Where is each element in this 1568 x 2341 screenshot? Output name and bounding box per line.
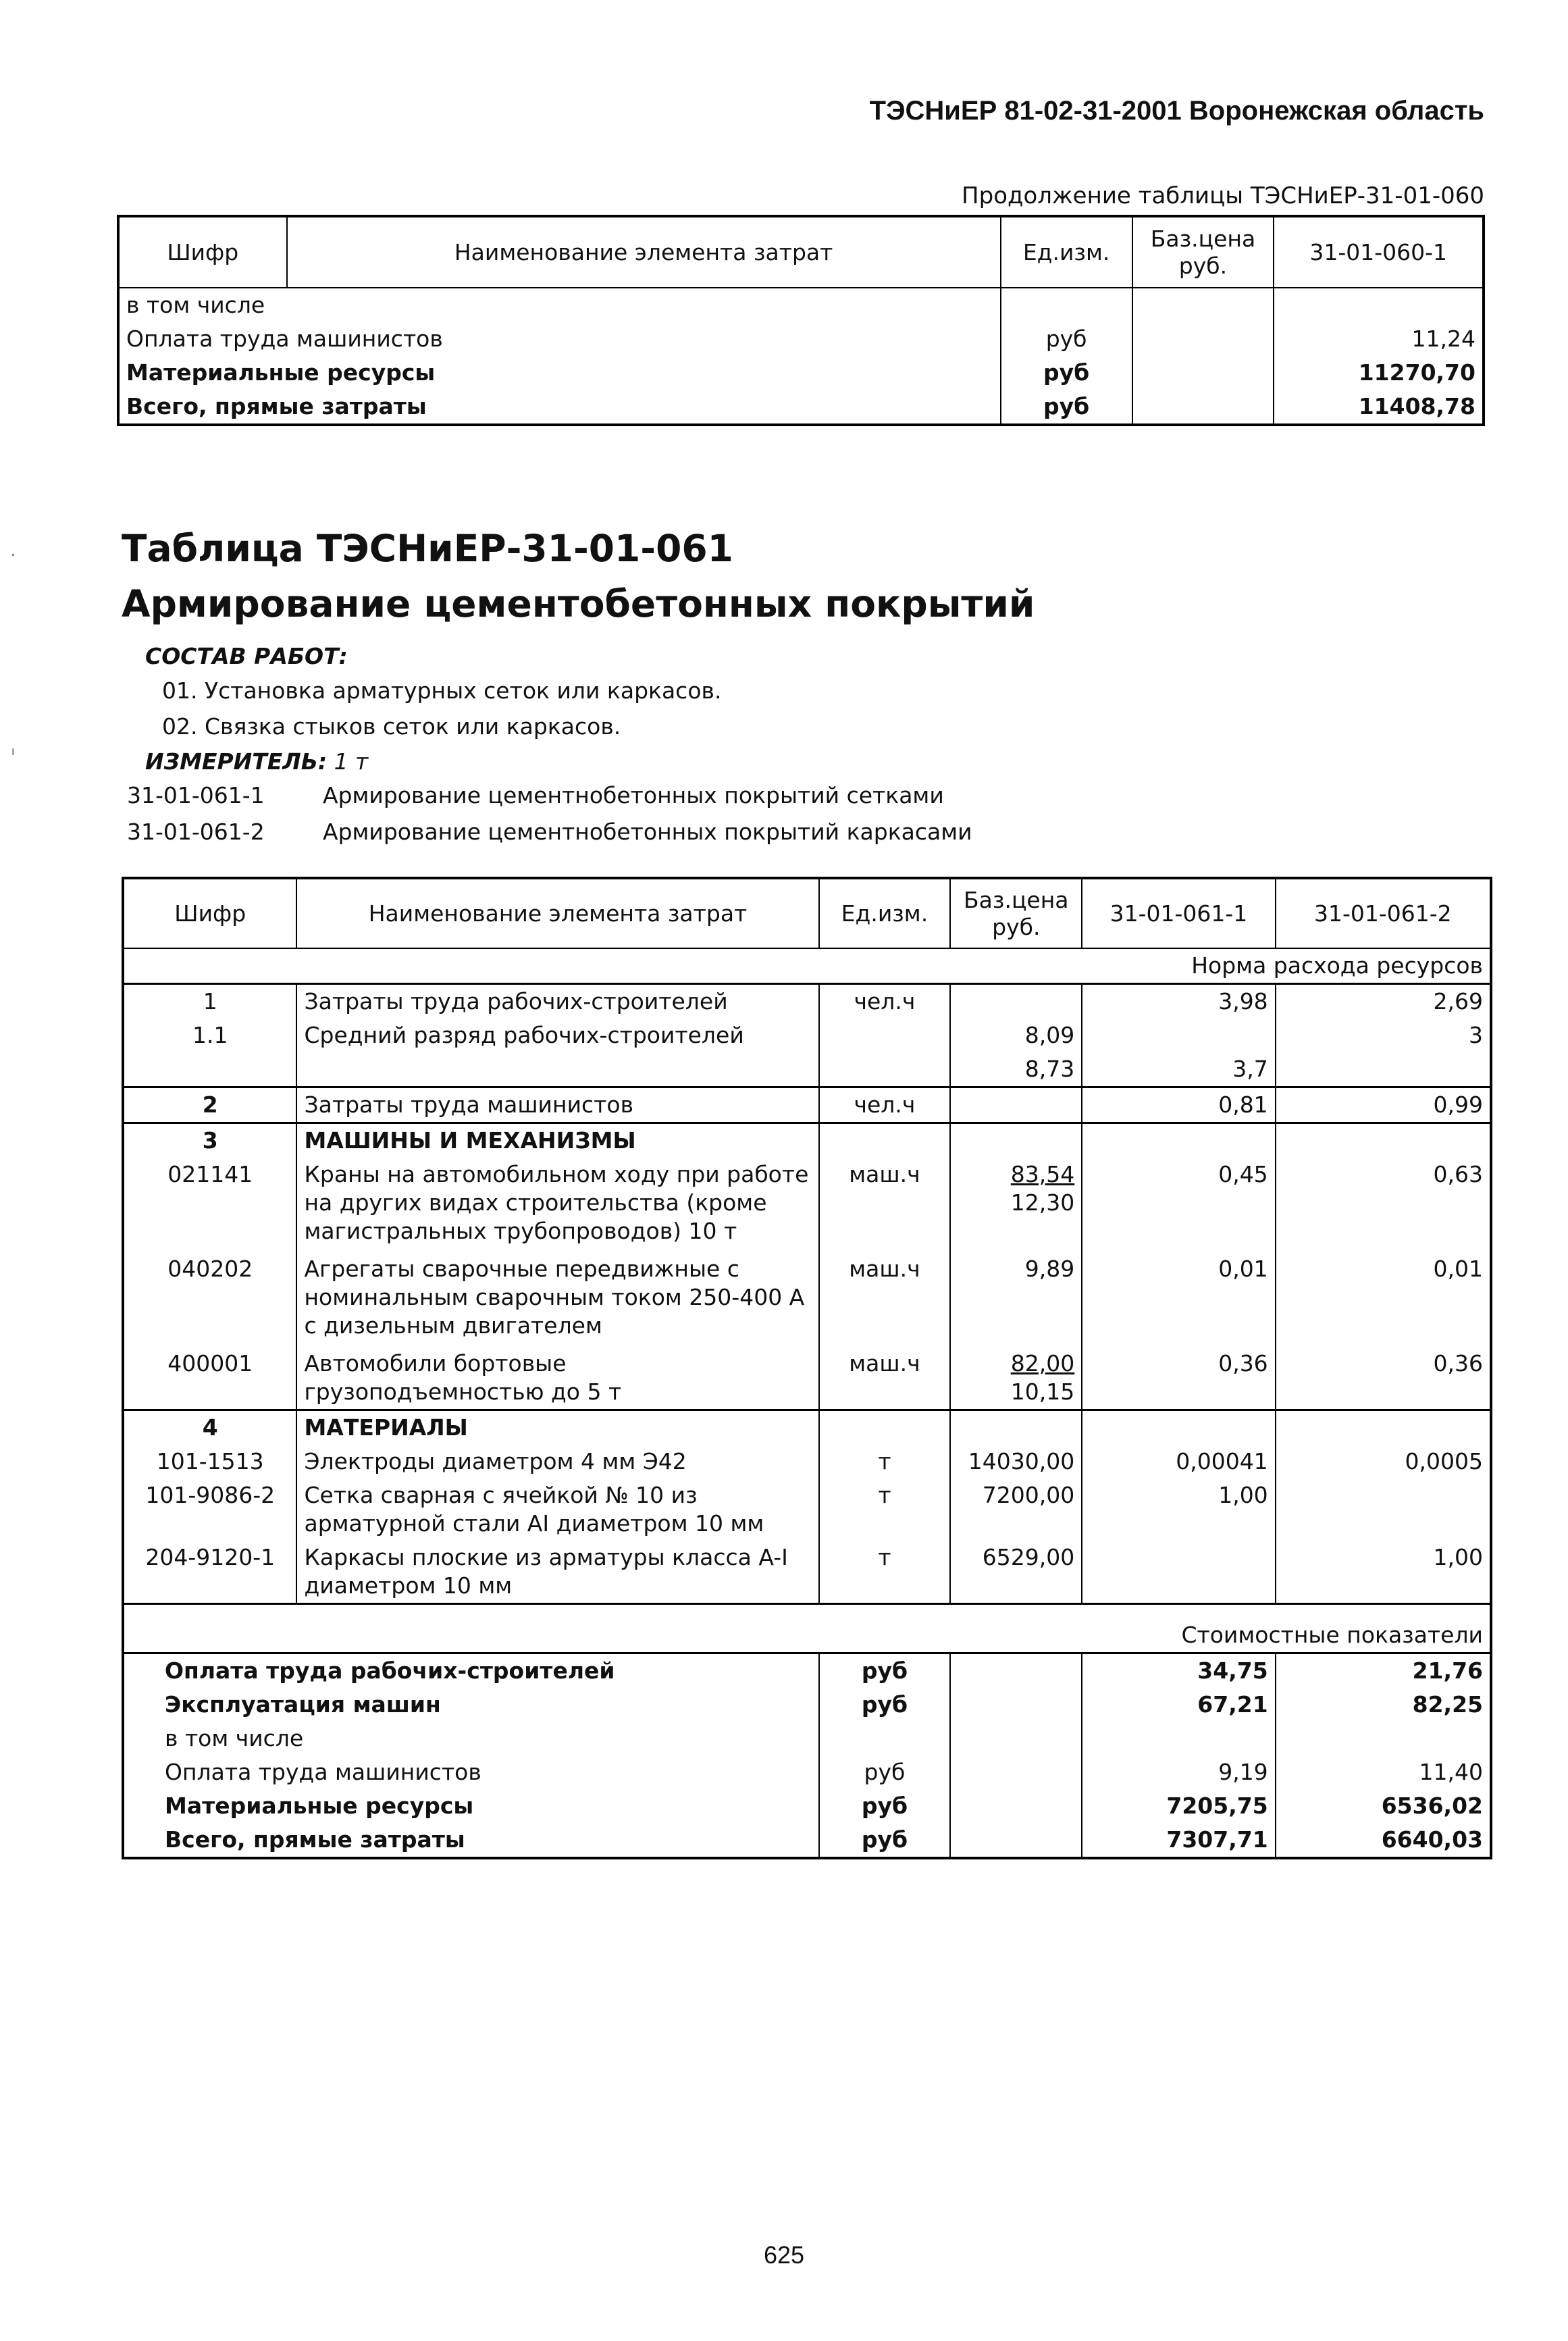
row-value-1: 0,45 [1082, 1158, 1275, 1252]
row-name [296, 1052, 818, 1087]
row-price-secondary: 12,30 [1010, 1189, 1075, 1216]
norm-caption: Норма расхода ресурсов [123, 948, 1491, 984]
row-value-1: 3,98 [1082, 984, 1275, 1019]
cost-unit: руб [819, 1755, 951, 1789]
row-unit: т [819, 1541, 951, 1604]
cost-unit: руб [819, 1688, 951, 1722]
cost-unit: руб [819, 1653, 951, 1689]
cost-name: Оплата труда рабочих-строителей [123, 1653, 819, 1689]
row-value-1: 0,81 [1082, 1087, 1275, 1123]
cost-name: Эксплуатация машин [165, 1691, 441, 1718]
works-label: СОСТАВ РАБОТ: [145, 643, 348, 669]
row-name: Сетка сварная с ячейкой № 10 из арматурной стали AI диаметром 10 мм [296, 1478, 818, 1541]
row-name: Агрегаты сварочные передвижные с номинальным сварочным током 250-400 А с дизельным двигателем [296, 1252, 818, 1347]
row-value-2: 0,01 [1276, 1252, 1491, 1347]
table-row [123, 1123, 1491, 1158]
row-code: 101-1513 [156, 1448, 264, 1474]
row-code: 400001 [167, 1350, 253, 1377]
variant-line [127, 782, 944, 808]
col-header-unit: Ед.изм. [819, 878, 951, 948]
table-row [123, 984, 1491, 1019]
row-value-2: 0,36 [1276, 1347, 1491, 1410]
row-value-2: 0,63 [1276, 1158, 1491, 1252]
row-price: 82,00 [1010, 1350, 1075, 1377]
cost-value-1: 34,75 [1082, 1653, 1275, 1689]
table-row [118, 390, 1484, 425]
cost-name: Оплата труда машинистов [165, 1759, 481, 1785]
row-value-2: 2,69 [1276, 984, 1491, 1019]
row-value-1: 3,7 [1082, 1052, 1275, 1087]
cost-row [123, 1755, 1491, 1789]
row-value-1: 0,01 [1082, 1252, 1275, 1347]
row-code: 2 [123, 1087, 296, 1123]
row-name: Затраты труда машинистов [296, 1087, 818, 1123]
row-code: 204-9120-1 [145, 1544, 276, 1570]
row-price: 8,73 [950, 1052, 1082, 1087]
row-unit: чел.ч [819, 1087, 951, 1123]
table-row [118, 356, 1484, 390]
continuation-table [117, 215, 1485, 426]
table-title: Таблица ТЭСНиЕР-31-01-061 [122, 527, 733, 570]
row-code: 4 [123, 1410, 296, 1445]
cost-value-2: 21,76 [1276, 1653, 1491, 1689]
row-value-1: 1,00 [1082, 1478, 1275, 1541]
table-row [123, 1252, 1491, 1347]
row-price [950, 984, 1082, 1019]
row-value: 11408,78 [1274, 390, 1484, 425]
table-row [123, 1445, 1491, 1478]
section-heading: МАТЕРИАЛЫ [296, 1410, 818, 1445]
col-header-code: Шифр [118, 216, 287, 288]
row-unit: руб [1001, 322, 1132, 356]
row-unit: маш.ч [819, 1347, 951, 1410]
row-name: Автомобили бортовые грузоподъемностью до 5 т [296, 1347, 818, 1410]
row-name: Краны на автомобильном ходу при работе на других видах строительства (кроме магистральных трубопроводов) 10 т [296, 1158, 818, 1252]
variant-desc: Армирование цементнобетонных покрытий каркасами [323, 819, 972, 845]
resource-table [122, 877, 1492, 1859]
cost-value-2: 6640,03 [1276, 1823, 1491, 1858]
row-unit: маш.ч [819, 1252, 951, 1347]
row-code: 040202 [167, 1256, 253, 1282]
col-header-price: Баз.цена руб. [1132, 216, 1274, 288]
cost-value-1: 7205,75 [1082, 1789, 1275, 1823]
row-name: Оплата труда машинистов [126, 326, 443, 352]
row-value-2: 0,99 [1276, 1087, 1491, 1123]
col-header-code: Шифр [123, 878, 296, 948]
cost-value-1: 7307,71 [1082, 1823, 1275, 1858]
meter-value: 1 т [334, 748, 369, 775]
row-price: 14030,00 [950, 1445, 1082, 1478]
table-row [123, 1410, 1491, 1445]
cost-name: в том числе [165, 1725, 304, 1751]
running-header: ТЭСНиЕР 81-02-31-2001 Воронежская область [869, 96, 1484, 126]
table-subtitle: Армирование цементобетонных покрытий [122, 582, 1035, 625]
row-unit: чел.ч [819, 984, 951, 1019]
cost-value-1: 9,19 [1082, 1755, 1275, 1789]
col-header-unit: Ед.изм. [1001, 216, 1132, 288]
row-price-secondary: 10,15 [1010, 1379, 1075, 1405]
row-unit: т [819, 1445, 951, 1478]
row-value-1: 0,00041 [1082, 1445, 1275, 1478]
row-unit: руб [1001, 390, 1132, 425]
variant-desc: Армирование цементнобетонных покрытий сетками [323, 782, 944, 808]
col-header-variant-2: 31-01-061-2 [1276, 878, 1491, 948]
cost-row [123, 1789, 1491, 1823]
row-price: 7200,00 [950, 1478, 1082, 1541]
cost-row [123, 1823, 1491, 1858]
row-name: Средний разряд рабочих-строителей [296, 1019, 818, 1052]
row-price: 83,54 [1010, 1161, 1075, 1187]
col-header-name: Наименование элемента затрат [296, 878, 818, 948]
table-row [123, 1052, 1491, 1087]
row-price: 6529,00 [950, 1541, 1082, 1604]
row-unit [819, 1052, 951, 1087]
row-code: 3 [123, 1123, 296, 1158]
table-row [118, 322, 1484, 356]
scan-speck [12, 748, 14, 755]
row-value-2: 1,00 [1276, 1541, 1491, 1604]
cost-caption: Стоимостные показатели [123, 1604, 1491, 1653]
col-header-variant: 31-01-060-1 [1274, 216, 1484, 288]
row-value-1 [1082, 1019, 1275, 1052]
work-item: 02. Связка стыков сеток или каркасов. [162, 713, 621, 740]
variant-code: 31-01-061-1 [127, 782, 265, 808]
row-price: 9,89 [950, 1252, 1082, 1347]
table-row [118, 288, 1484, 322]
col-header-price: Баз.цена руб. [950, 878, 1082, 948]
row-value-2 [1276, 1052, 1491, 1087]
row-name: Материальные ресурсы [126, 359, 436, 386]
work-item: 01. Установка арматурных сеток или каркасов. [162, 677, 722, 704]
table-row [123, 1541, 1491, 1604]
cost-row [123, 1688, 1491, 1722]
row-price: 8,09 [950, 1019, 1082, 1052]
cost-value-2: 11,40 [1276, 1755, 1491, 1789]
row-unit [819, 1019, 951, 1052]
page-number: 625 [763, 2241, 805, 2269]
col-header-name: Наименование элемента затрат [287, 216, 1001, 288]
row-name: в том числе [126, 292, 265, 318]
table-row [123, 1347, 1491, 1410]
row-value: 11270,70 [1274, 356, 1484, 390]
row-value-2: 3 [1276, 1019, 1491, 1052]
row-value-2: 0,0005 [1276, 1445, 1491, 1478]
row-name: Электроды диаметром 4 мм Э42 [296, 1445, 818, 1478]
row-name: Каркасы плоские из арматуры класса A-I диаметром 10 мм [296, 1541, 818, 1604]
table-row [123, 1087, 1491, 1123]
col-header-variant-1: 31-01-061-1 [1082, 878, 1275, 948]
cost-unit: руб [819, 1789, 951, 1823]
row-code: 021141 [167, 1161, 253, 1187]
cost-unit: руб [819, 1823, 951, 1858]
row-price [950, 1087, 1082, 1123]
table-row [123, 1478, 1491, 1541]
cost-value-1: 67,21 [1082, 1688, 1275, 1722]
row-code: 101-9086-2 [145, 1482, 276, 1508]
table-row [123, 1019, 1491, 1052]
row-unit: т [819, 1478, 951, 1541]
row-code: 1.1 [192, 1022, 228, 1048]
cost-value-2: 6536,02 [1276, 1789, 1491, 1823]
cost-row [123, 1653, 1491, 1689]
scan-speck [12, 554, 14, 556]
cost-row [123, 1722, 1491, 1755]
variant-code: 31-01-061-2 [127, 819, 265, 845]
row-code: 1 [123, 984, 296, 1019]
section-heading: МАШИНЫ И МЕХАНИЗМЫ [296, 1123, 818, 1158]
cost-name: Материальные ресурсы [165, 1793, 474, 1819]
row-unit: руб [1001, 356, 1132, 390]
row-unit: маш.ч [819, 1158, 951, 1252]
row-name: Всего, прямые затраты [126, 393, 427, 419]
row-value: 11,24 [1274, 322, 1484, 356]
row-value-2 [1276, 1478, 1491, 1541]
cost-name: Всего, прямые затраты [165, 1826, 465, 1853]
row-code [123, 1052, 296, 1087]
meter [145, 748, 368, 775]
meter-label: ИЗМЕРИТЕЛЬ: [145, 748, 328, 775]
row-value-1 [1082, 1541, 1275, 1604]
variant-line [127, 819, 972, 845]
row-name: Затраты труда рабочих-строителей [296, 984, 818, 1019]
row-value-1: 0,36 [1082, 1347, 1275, 1410]
cost-value-2: 82,25 [1276, 1688, 1491, 1722]
table-row [123, 1158, 1491, 1252]
continuation-caption: Продолжение таблицы ТЭСНиЕР-31-01-060 [962, 182, 1484, 209]
